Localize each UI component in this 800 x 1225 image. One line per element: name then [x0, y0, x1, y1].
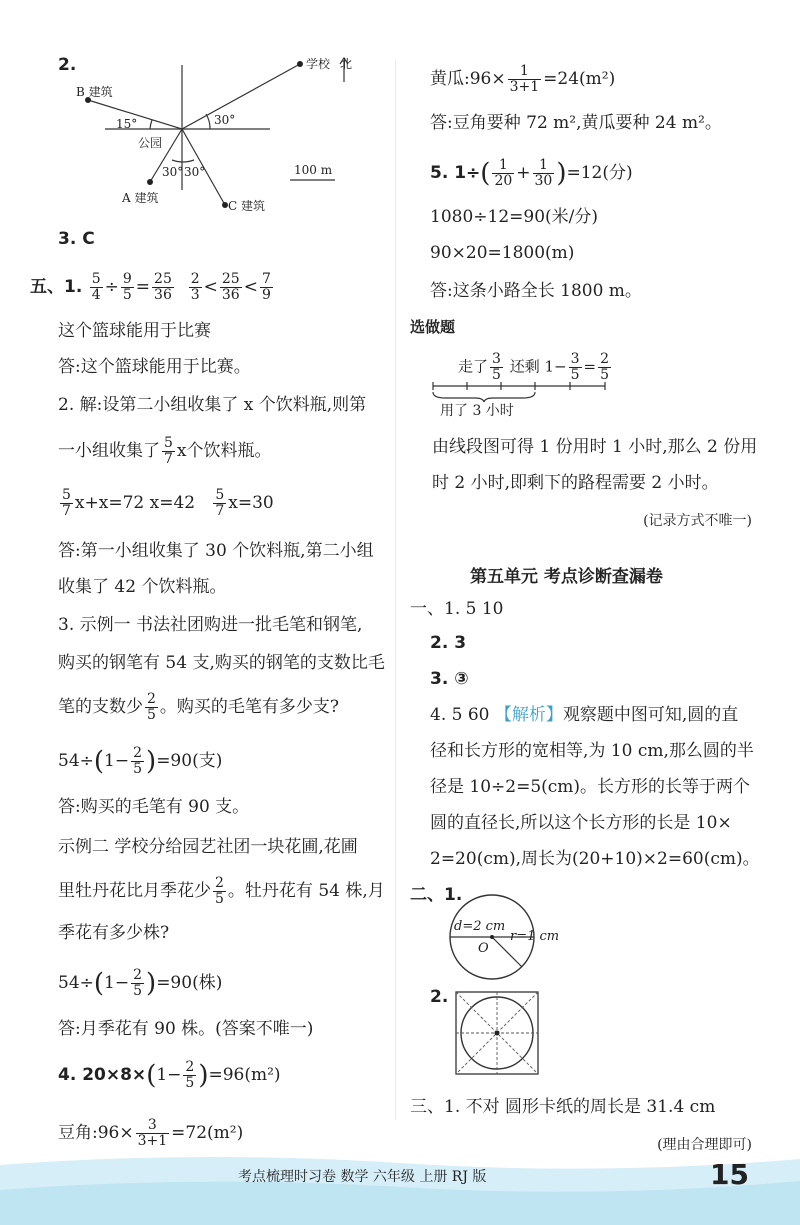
numerator: 3: [136, 1118, 170, 1134]
numerator: 2: [185, 1059, 195, 1075]
s5-q1-tail: 这个篮球能用于比赛: [58, 321, 211, 341]
c-building-label: C 建筑: [228, 199, 265, 213]
text: 5. 1÷: [430, 163, 481, 183]
denominator: 7: [215, 503, 225, 519]
optional-line2: 时 2 小时,即剩下的路程需要 2 小时。: [432, 473, 719, 493]
s5-q3-line2: 购买的钢笔有 54 支,购买的钢笔的支数比毛: [58, 653, 385, 673]
text: =12(分): [566, 163, 633, 183]
q5-calc: 5. 1÷( $\frac{1}{20}$ + $\frac{1}{30}$ )=12(分): [430, 157, 633, 189]
denominator: 5: [600, 367, 610, 383]
s5-q2-ans2: 收集了 42 个饮料瓶。: [58, 577, 227, 597]
s5-q3-line1: 3. 示例一 书法社团购进一批毛笔和钢笔,: [58, 615, 363, 635]
denominator: 3+1: [509, 79, 540, 95]
text: 还剩 1−: [509, 357, 567, 376]
q5-line3: 90×20=1800(m): [430, 243, 575, 263]
fraction-1-31: [508, 64, 542, 95]
denominator: 30: [534, 173, 553, 189]
optional-line1: 由线段图可得 1 份用时 1 小时,那么 2 份用: [432, 437, 758, 457]
numerator: 2: [215, 875, 224, 891]
school-point: [297, 61, 303, 67]
s5-q1: 五、1. $\frac{5}{4}$ ÷ $\frac{9}{5}$ = $\frac{25}{36}$ $\frac{2}{3}$ < $\frac{25}{36}$ < $\frac{7}{9}$: [30, 271, 271, 303]
fraction-2-5-e: [183, 1060, 196, 1091]
denominator: 5: [215, 891, 224, 907]
denominator: 4: [91, 287, 101, 303]
text: 笔的支数少: [58, 697, 143, 717]
fraction-7-9: [260, 272, 273, 303]
s1-q1: 一、1. 5 10: [410, 599, 504, 619]
square-circle-diagram: [452, 988, 542, 1078]
cucumber-calc: [430, 64, 615, 95]
numerator: 2: [133, 967, 143, 983]
text: =24(m²): [543, 69, 616, 89]
s1-q4-line4: 圆的直径长,所以这个长方形的长是 10×: [430, 813, 732, 833]
s5-q3-line3: [58, 692, 339, 723]
text: x=30: [228, 493, 274, 513]
text: 一小组收集了: [58, 441, 160, 461]
fraction-5-4: [90, 272, 103, 303]
s1-q3: 3. ③: [430, 669, 469, 689]
numerator: 3: [570, 351, 580, 367]
denominator: 5: [122, 287, 132, 303]
s2-q1: 二、1.: [410, 885, 463, 905]
s5-label: 五、1.: [30, 277, 83, 297]
fraction-3-31: [136, 1118, 170, 1149]
s5-q2-equation: [58, 488, 274, 519]
a-building-label: A 建筑: [122, 191, 159, 205]
text: 。购买的毛笔有多少支?: [159, 697, 340, 717]
numerator: 1: [508, 64, 542, 80]
numerator: 2: [190, 271, 200, 287]
denominator: 5: [147, 707, 156, 723]
s5-q3-ans1: 答:购买的毛笔有 90 支。: [58, 797, 250, 817]
text: =90(支): [156, 751, 223, 771]
fraction-1-30: [533, 158, 555, 189]
s5-q2-line2: [58, 436, 272, 467]
numerator: 1: [492, 158, 514, 174]
q2-label: 2.: [58, 55, 77, 75]
numerator: 9: [122, 271, 132, 287]
denominator: 5: [185, 1075, 195, 1091]
text: 54÷: [58, 973, 94, 993]
fraction-2-5: [145, 692, 158, 723]
fraction-5-7: [162, 436, 175, 467]
text: =: [583, 357, 597, 376]
numerator: 25: [221, 271, 240, 287]
angle-15-label: 15°: [116, 117, 138, 131]
scale-label: 100 m: [294, 163, 333, 177]
fraction-2-5-b: [131, 746, 144, 777]
s5-q4: 4. 20×8×(1− $\frac{2}{5}$ )=96(m²): [58, 1059, 281, 1091]
text: 4. 5 60: [430, 705, 490, 725]
optional-note: (记录方式不唯一): [643, 513, 752, 529]
s5-q3-ans2: 答:月季花有 90 株。(答案不唯一): [58, 1019, 314, 1039]
denominator: 20: [494, 173, 513, 189]
numerator: 2: [600, 351, 610, 367]
s3-note: (理由合理即可): [657, 1137, 752, 1153]
unit-title: 第五单元 考点诊断查漏卷: [470, 567, 663, 587]
numerator: 1: [533, 158, 555, 174]
text: 黄瓜:96×: [430, 69, 506, 89]
numerator: 5: [215, 487, 225, 503]
fraction-9-5: [121, 272, 134, 303]
s5-q2-line1: 2. 解:设第二小组收集了 x 个饮料瓶,则第: [58, 395, 367, 415]
q3-answer: 3. C: [58, 229, 95, 249]
denominator: 36: [154, 287, 172, 303]
numerator: 5: [62, 487, 71, 503]
circle-center-label: O: [478, 941, 489, 956]
a-building-point: [147, 179, 153, 185]
s1-q4-line1: [430, 704, 738, 726]
fraction-5-7-b: [60, 488, 73, 519]
circle-radius-label: r=1 cm: [510, 929, 560, 944]
fraction-2-3: [189, 272, 202, 303]
circle-diagram: [440, 890, 590, 990]
text: 走了: [458, 357, 489, 376]
footer-text: 考点梳理时习卷 数学 六年级 上册 RJ 版: [238, 1169, 487, 1185]
s1-q4-line5: 2=20(cm),周长为(20+10)×2=60(cm)。: [430, 849, 760, 869]
text: 里牡丹花比月季花少: [58, 881, 211, 901]
s5-q3-calc1: 54÷(1− $\frac{2}{5}$ )=90(支): [58, 745, 223, 777]
s1-q2: 2. 3: [430, 633, 467, 653]
q5-answer: 答:这条小路全长 1800 m。: [430, 281, 642, 301]
q5-line2: 1080÷12=90(米/分): [430, 207, 599, 227]
text: =96(m²): [208, 1065, 281, 1085]
denominator: 5: [492, 367, 501, 383]
denominator: 7: [62, 503, 71, 519]
page-number: 15: [710, 1158, 749, 1191]
north-label: 北: [340, 57, 353, 71]
denominator: 5: [133, 983, 143, 999]
column-divider: [395, 60, 396, 1120]
fraction-25-36: [152, 272, 174, 303]
school-label: 学校: [306, 57, 331, 71]
s5-q2-ans1: 答:第一小组收集了 30 个饮料瓶,第二小组: [58, 541, 374, 561]
denominator: 3+1: [137, 1133, 168, 1149]
angle-30b-label: 30°: [162, 165, 184, 179]
s5-q3-calc2: 54÷(1− $\frac{2}{5}$ )=90(株): [58, 967, 223, 999]
fraction-25-36-b: [220, 272, 242, 303]
denominator: 7: [164, 451, 173, 467]
b-building-label: B 建筑: [76, 85, 113, 99]
text: 4. 20×8×: [58, 1065, 147, 1085]
text: 。牡丹花有 54 株,月: [227, 881, 385, 901]
s5-q3-ex2-line3: 季花有多少株?: [58, 923, 170, 943]
s3-q1: 三、1. 不对 圆形卡纸的周长是 31.4 cm: [410, 1097, 716, 1117]
s5-q4-bean: [58, 1118, 243, 1149]
park-label: 公园: [138, 136, 163, 150]
numerator: 3: [492, 351, 501, 367]
text: x+x=72 x=42: [74, 493, 196, 513]
numerator: 25: [154, 271, 172, 287]
text: =72(m²): [171, 1123, 244, 1143]
s1-q4-line2: 径和长方形的宽相等,为 10 cm,那么圆的半: [430, 741, 754, 761]
denominator: 5: [133, 761, 143, 777]
answer-4: 答:豆角要种 72 m²,黄瓜要种 24 m²。: [430, 113, 722, 133]
fraction-1-20: [492, 158, 514, 189]
analysis-tag: 【解析】: [494, 705, 563, 725]
numerator: 5: [91, 271, 101, 287]
s5-q3-ex2-line1: 示例二 学校分给园艺社团一块花圃,花圃: [58, 837, 358, 857]
text: x个饮料瓶。: [176, 441, 272, 461]
optional-title: 选做题: [410, 318, 456, 336]
numerator: 5: [164, 435, 173, 451]
numerator: 2: [133, 745, 143, 761]
denominator: 9: [261, 287, 271, 303]
s1-q4-line3: 径是 10÷2=5(cm)。长方形的长等于两个: [430, 777, 751, 797]
used-3-hours: 用了 3 小时: [440, 403, 514, 419]
text: 观察题中图可知,圆的直: [562, 705, 739, 725]
s5-q1-answer: 答:这个篮球能用于比赛。: [58, 357, 251, 377]
angle-30c-label: 30°: [184, 165, 206, 179]
denominator: 36: [221, 287, 240, 303]
numerator: 7: [261, 271, 271, 287]
fraction-5-7-c: [213, 488, 226, 519]
denominator: 5: [570, 367, 580, 383]
denominator: 3: [190, 287, 200, 303]
circle-diameter-label: d=2 cm: [454, 919, 506, 934]
s2-q2: 2.: [430, 987, 449, 1007]
numerator: 2: [147, 691, 156, 707]
fraction-2-5-c: [213, 876, 226, 907]
text: 54÷: [58, 751, 94, 771]
direction-diagram: [70, 50, 370, 220]
text: =90(株): [156, 973, 223, 993]
text: 豆角:96×: [58, 1123, 134, 1143]
angle-30a-label: 30°: [214, 113, 236, 127]
fraction-2-5-d: [131, 968, 144, 999]
s5-q3-ex2-line2: [58, 876, 385, 907]
